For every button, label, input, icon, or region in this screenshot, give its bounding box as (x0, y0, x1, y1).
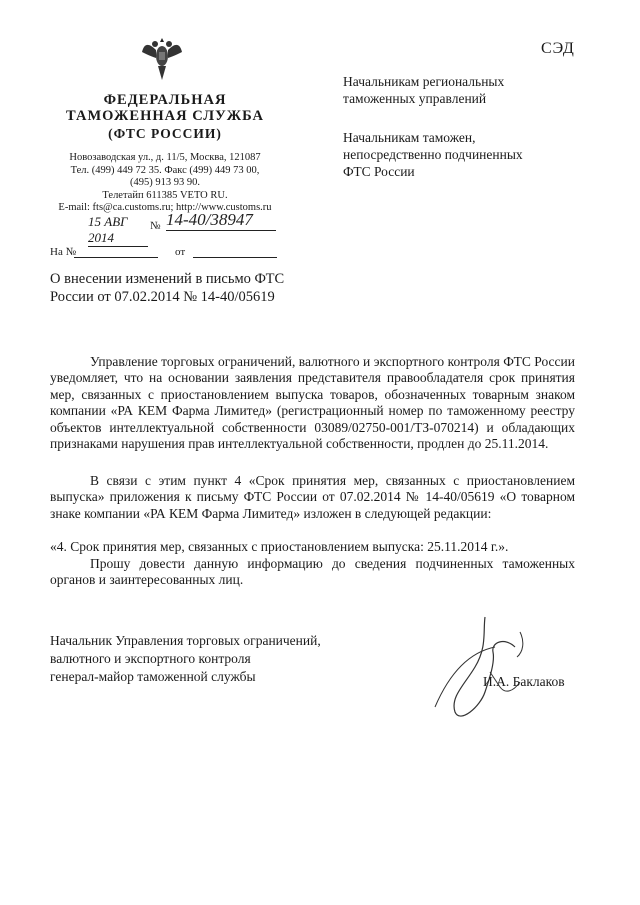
reply-to-date-line (193, 257, 277, 258)
contact-address: Новозаводская ул., д. 11/5, Москва, 121087 (69, 152, 261, 163)
contact-phone: Тел. (499) 449 72 35. Факс (499) 449 73 00, (70, 164, 260, 176)
signatory-title-line: Начальник Управления торговых ограничений, (50, 633, 321, 648)
contact-email: E-mail: fts@ca.customs.ru; http://www.customs.ru (58, 202, 272, 214)
subject-line: России от 07.02.2014 № 14-40/05619 (50, 289, 275, 305)
contact-phone-2: (495) 913 93 90. (130, 177, 200, 189)
signatory-title (50, 632, 321, 686)
signatory-name: И.А. Баклаков (483, 674, 565, 689)
signatory-title-line: валютного и экспортного контроля (50, 651, 251, 666)
reply-to-number-label: На № (50, 246, 77, 258)
recipient-line: Начальникам региональных (343, 74, 505, 89)
registration-number-label: № (150, 220, 161, 232)
body-paragraph-3: «4. Срок принятия мер, связанных с приостановлением выпуска: 25.11.2014 г.». (50, 539, 509, 554)
signatory-title-line: генерал-майор таможенной службы (50, 669, 256, 684)
org-abbrev: (ФТС РОССИИ) (108, 126, 222, 141)
reply-to-number-line (74, 257, 158, 258)
subject-line: О внесении изменений в письмо ФТС (50, 271, 285, 287)
registration-number: 14-40/38947 (166, 210, 276, 231)
recipient-line: непосредственно подчиненных (343, 147, 523, 162)
reply-to-date-label: от (175, 246, 186, 258)
body-paragraph-4: Прошу довести данную информацию до сведения подчиненных таможенных органов и заинтересованных лиц. (50, 556, 575, 588)
org-name-line2: ТАМОЖЕННАЯ СЛУЖБА (66, 108, 264, 124)
recipient-line: Начальникам таможен, (343, 130, 476, 145)
doc-tag: СЭД (541, 40, 575, 57)
registration-date: 15 АВГ 2014 (88, 214, 148, 247)
recipient-block-1 (343, 73, 504, 107)
letter-subject (50, 270, 350, 306)
recipient-line: ФТС России (343, 164, 415, 179)
org-name-line1: ФЕДЕРАЛЬНАЯ (103, 92, 227, 108)
coat-of-arms-emblem (140, 32, 184, 84)
contact-block (50, 152, 280, 215)
contact-teletype: Телетайп 611385 VETO RU. (102, 189, 228, 201)
recipient-block-2 (343, 129, 523, 180)
recipient-line: таможенных управлений (343, 91, 487, 106)
body-paragraph-1: Управление торговых ограничений, валютного и экспортного контроля ФТС России уведомляет, что на основании заявления представителя правообладателя срок принятия мер, связанных с приостановлением выпуска товаров, обозначенных товарным знаком компании «РА КЕМ Фарма Лимитед» (регистрационный номер по таможенному реестру объектов интеллектуальной собственности 03089/02750-001/ТЗ-070214) и обладающих признаками нарушения прав интеллектуальной собственности, продлен до 25.11.2014. (50, 354, 575, 452)
body-paragraph-2: В связи с этим пункт 4 «Срок принятия мер, связанных с приостановлением выпуска» приложения к письму ФТС России от 07.02.2014 № 14-40/05619 «О товарном знаке компании «РА КЕМ Фарма Лимитед» изложен в следующей редакции: (50, 473, 575, 521)
